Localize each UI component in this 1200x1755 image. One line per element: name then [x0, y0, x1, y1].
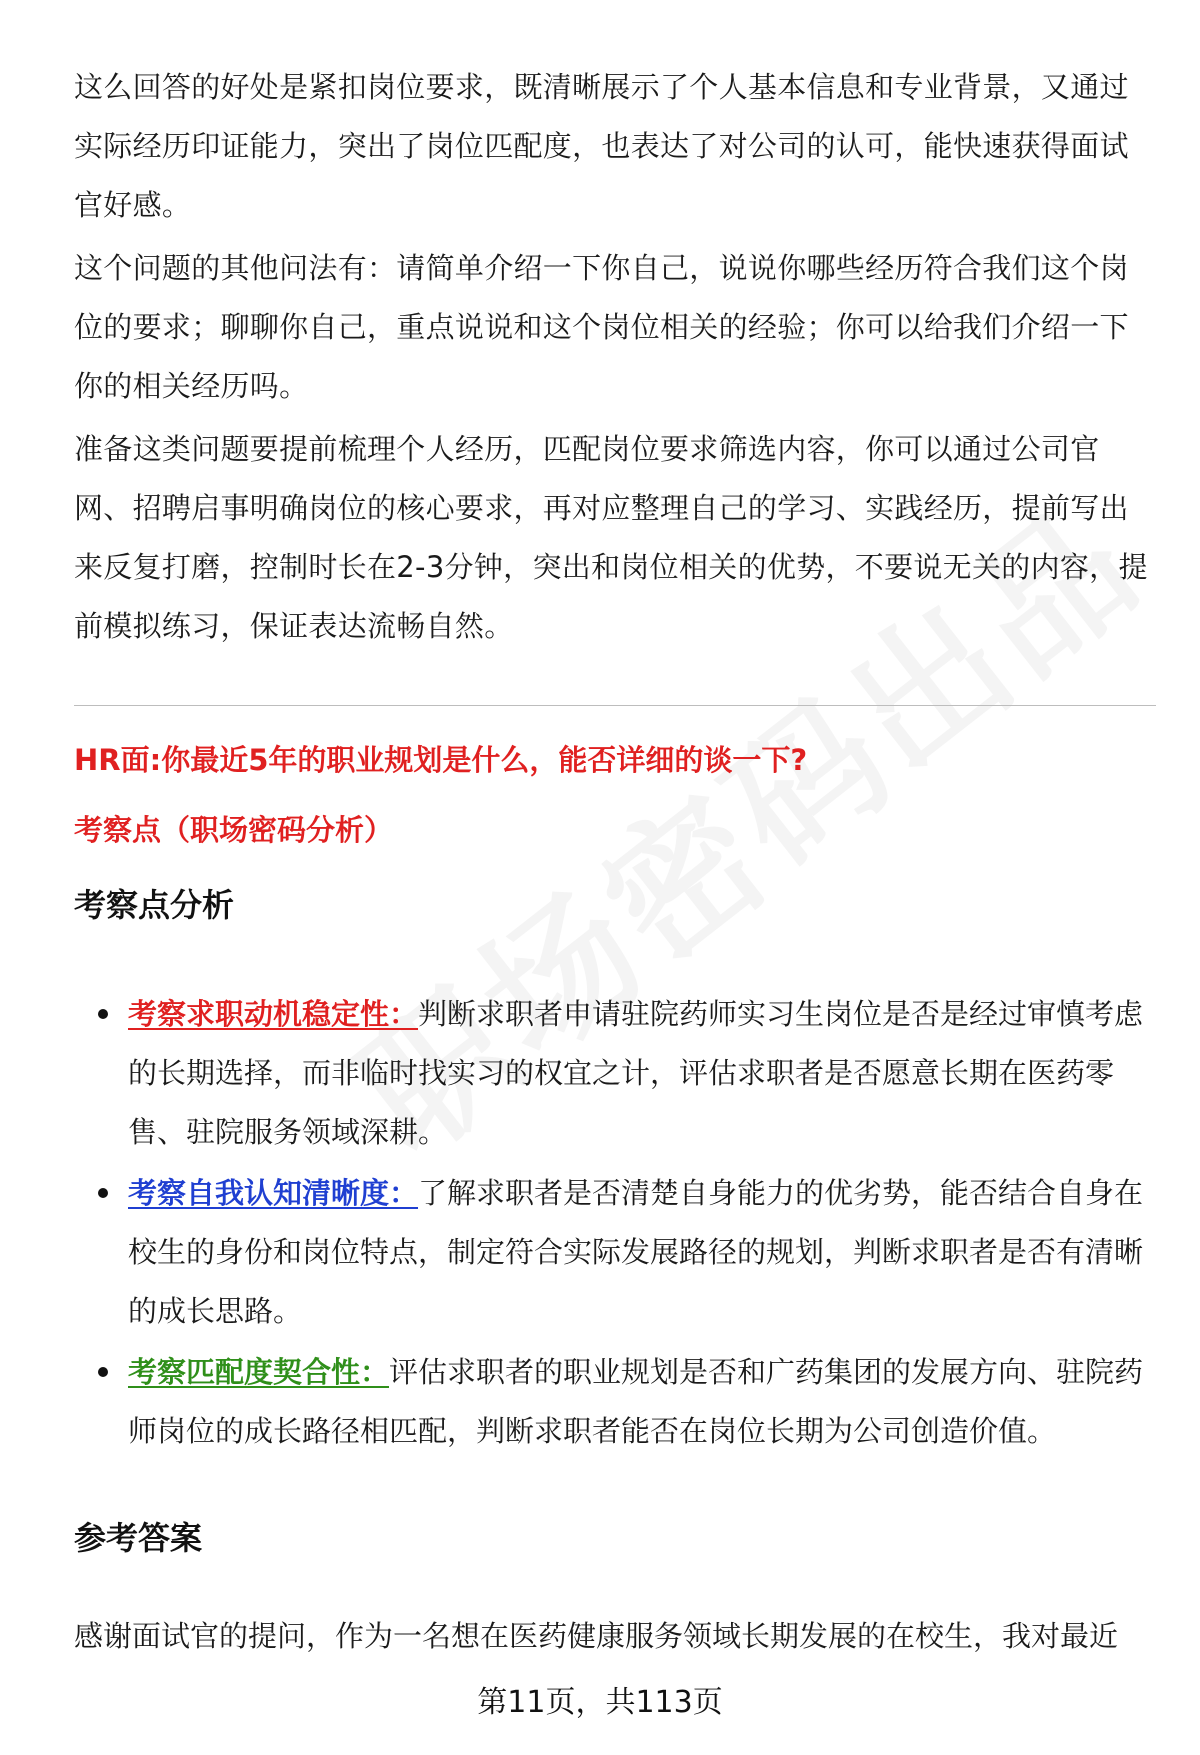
intro-paragraphs [74, 58, 1154, 660]
question-title: HR面:你最近5年的职业规划是什么，能否详细的谈一下? [74, 743, 808, 777]
analysis-heading: 考察点分析 [74, 886, 235, 924]
bullet-icon [98, 1188, 108, 1198]
page-number: 第11页，共113页 [477, 1685, 723, 1720]
point-keyword: 考察自我认知清晰度： [128, 1176, 419, 1210]
paragraph: 这个问题的其他问法有：请简单介绍一下你自己，说说你哪些经历符合我们这个岗位的要求；聊聊你自己，重点说说和这个岗位相关的经验；你可以给我们介绍一下你的相关经历吗。 [74, 251, 1129, 403]
point-keyword: 考察求职动机稳定性： [128, 997, 419, 1031]
bullet-icon [98, 1367, 108, 1377]
answer-paragraph: 感谢面试官的提问，作为一名想在医药健康服务领域长期发展的在校生，我对最近 [74, 1619, 1119, 1653]
point-keyword: 考察匹配度契合性： [128, 1355, 390, 1389]
answer-heading: 参考答案 [74, 1519, 203, 1557]
section-divider [74, 705, 1156, 706]
bullet-icon [98, 1009, 108, 1019]
list-item [74, 985, 1156, 1162]
analysis-list [74, 985, 1156, 1463]
list-item [74, 1343, 1156, 1461]
focus-label: 考察点（职场密码分析） [74, 813, 394, 847]
list-item [74, 1164, 1156, 1341]
paragraph: 准备这类问题要提前梳理个人经历，匹配岗位要求筛选内容，你可以通过公司官网、招聘启事明确岗位的核心要求，再对应整理自己的学习、实践经历，提前写出来反复打磨，控制时长在2-3分钟，突出和岗位相关的优势，不要说无关的内容，提前模拟练习，保证表达流畅自然。 [74, 432, 1148, 643]
point-text: 了解求职者是否清楚自身能力的优劣势，能否结合自身在校生的身份和岗位特点，制定符合实际发展路径的规划，判断求职者是否有清晰的成长思路。 [128, 1176, 1144, 1328]
paragraph: 这么回答的好处是紧扣岗位要求，既清晰展示了个人基本信息和专业背景，又通过实际经历印证能力，突出了岗位匹配度，也表达了对公司的认可，能快速获得面试官好感。 [74, 70, 1129, 222]
point-text: 判断求职者申请驻院药师实习生岗位是否是经过审慎考虑的长期选择，而非临时找实习的权宜之计，评估求职者是否愿意长期在医药零售、驻院服务领域深耕。 [128, 997, 1144, 1149]
point-text: 评估求职者的职业规划是否和广药集团的发展方向、驻院药师岗位的成长路径相匹配，判断求职者能否在岗位长期为公司创造价值。 [128, 1355, 1144, 1448]
